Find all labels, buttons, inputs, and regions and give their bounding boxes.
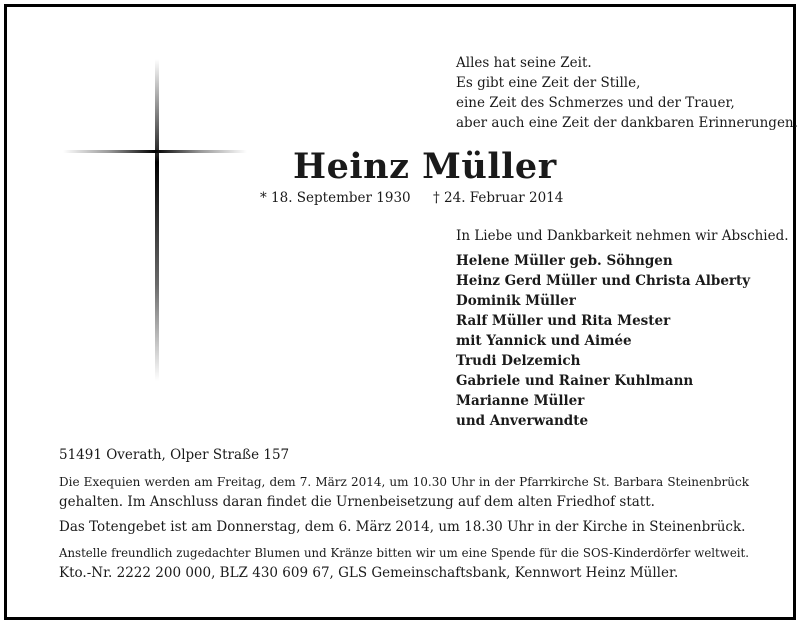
mourner-item: Ralf Müller und Rita Mester xyxy=(456,313,671,329)
obituary-frame xyxy=(4,4,796,620)
mourner-item: Helene Müller geb. Söhngen xyxy=(456,253,673,269)
quote-line: aber auch eine Zeit der dankbaren Erinnerungen. xyxy=(456,115,798,131)
paragraph-line: Das Totengebet ist am Donnerstag, dem 6. März 2014, um 18.30 Uhr in der Kirche in Steinenbrück. xyxy=(59,519,746,535)
paragraph-line: gehalten. Im Anschluss daran findet die Urnenbeisetzung auf dem alten Friedhof statt. xyxy=(59,493,655,510)
cross-vertical-beam xyxy=(155,59,159,381)
deceased-name: Heinz Müller xyxy=(293,146,557,187)
spende-paragraph xyxy=(59,544,749,583)
birth-date: * 18. September 1930 xyxy=(260,190,411,206)
address-line: 51491 Overath, Olper Straße 157 xyxy=(59,447,290,463)
quote-line: Alles hat seine Zeit. xyxy=(456,55,592,71)
paragraph-line: Anstelle freundlich zugedachter Blumen und Kränze bitten wir um eine Spende für die SOS-Kinderdörfer weltweit. xyxy=(59,546,749,560)
quote-block xyxy=(456,53,798,133)
quote-line: Es gibt eine Zeit der Stille, xyxy=(456,75,641,91)
totengebet-paragraph xyxy=(59,518,749,538)
paragraph-line: Kto.-Nr. 2222 200 000, BLZ 430 609 67, GLS Gemeinschaftsbank, Kennwort Heinz Müller. xyxy=(59,564,679,581)
mourner-item: Heinz Gerd Müller und Christa Alberty xyxy=(456,273,751,289)
mourner-item: Dominik Müller xyxy=(456,293,576,309)
mourner-item: mit Yannick und Aimée xyxy=(456,333,632,349)
exequien-paragraph xyxy=(59,473,749,512)
mourner-item: Gabriele und Rainer Kuhlmann xyxy=(456,373,694,389)
quote-line: eine Zeit des Schmerzes und der Trauer, xyxy=(456,95,735,111)
cross-horizontal-beam xyxy=(63,150,247,153)
farewell-line: In Liebe und Dankbarkeit nehmen wir Abschied. xyxy=(456,228,789,244)
mourner-item: und Anverwandte xyxy=(456,413,589,429)
paragraph-line: Die Exequien werden am Freitag, dem 7. März 2014, um 10.30 Uhr in der Pfarrkirche St. Barbara Steinenbrück xyxy=(59,475,749,489)
death-date: † 24. Februar 2014 xyxy=(433,190,564,206)
mourner-item: Trudi Delzemich xyxy=(456,353,581,369)
mourner-item: Marianne Müller xyxy=(456,393,585,409)
mourners-list xyxy=(456,251,750,431)
